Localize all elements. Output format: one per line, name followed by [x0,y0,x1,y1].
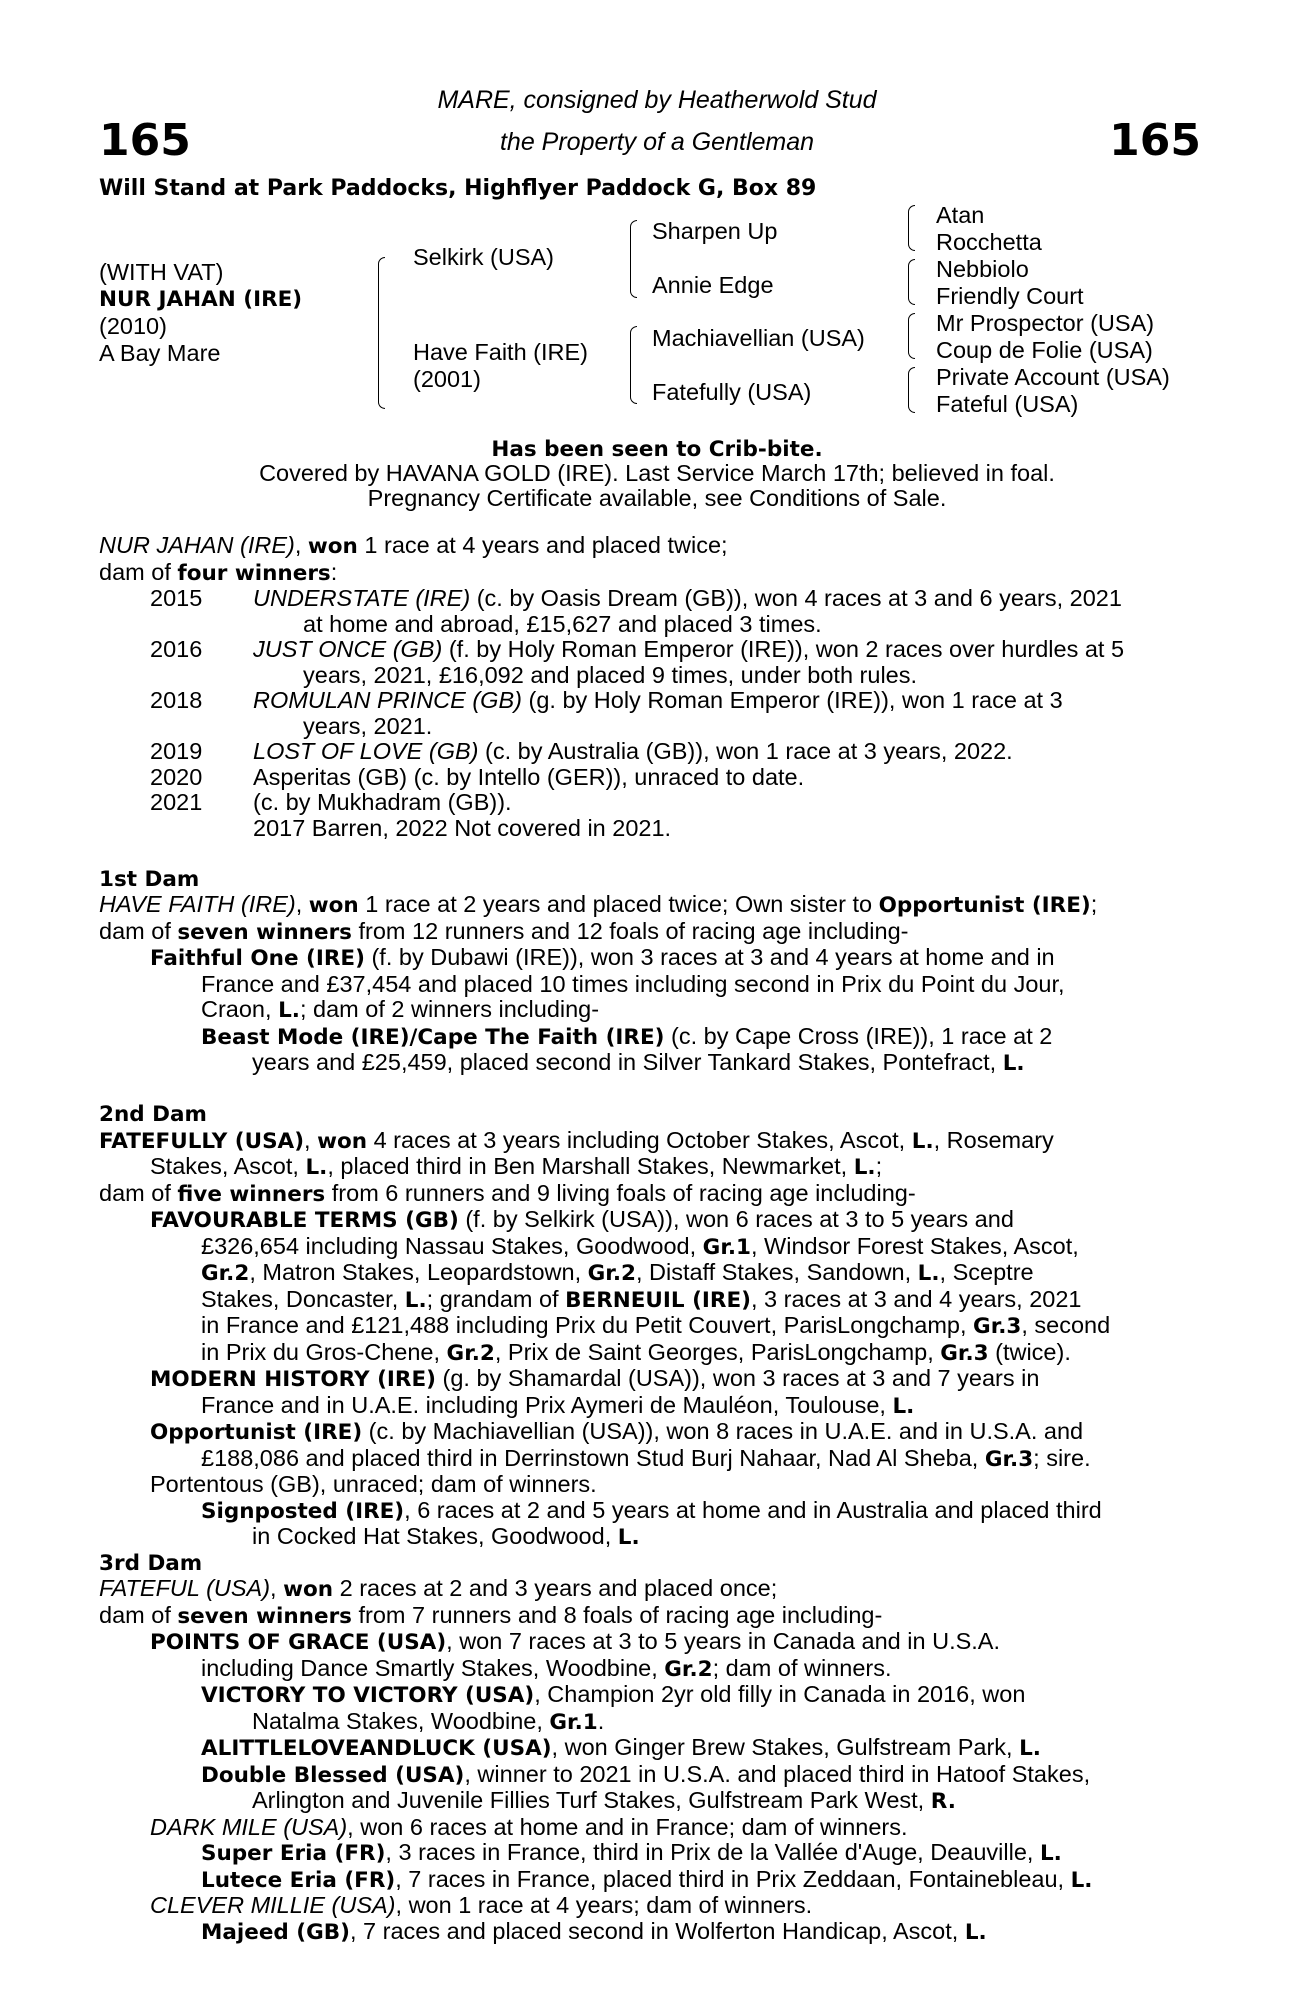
third-dam-heading: 3rd Dam [99,1550,203,1576]
produce-row: 2016 JUST ONCE (GB) (f. by Holy Roman Emperor (IRE)), won 2 races over hurdles at 5 [150,636,1125,662]
horse-year: (2010) [99,313,167,339]
pedigree-dam: Have Faith (IRE) [413,339,588,365]
catalogue-body [99,533,1201,1945]
brace-gen3-3 [908,313,915,359]
barren-note: 2017 Barren, 2022 Not covered in 2021. [253,814,672,841]
produce-row: 2019 LOST OF LOVE (GB) (c. by Australia (GB)), won 1 race at 3 years, 2022. [150,738,1013,764]
brace-sire-parents [630,220,637,298]
pedigree-sire-dam: Annie Edge [652,272,774,298]
property-line: the Property of a Gentleman [499,128,815,156]
pedigree-sire-sire: Sharpen Up [652,218,778,244]
pedigree-dam-year: (2001) [413,366,481,392]
pedigree-sire: Selkirk (USA) [413,244,555,270]
stand-location: Will Stand at Park Paddocks, Highflyer Paddock G, Box 89 [99,176,817,201]
horse-name: NUR JAHAN (IRE) [99,287,303,312]
crib-bite-note: Has been seen to Crib-bite. [491,437,823,462]
pedigree-ddd: Fateful (USA) [936,391,1079,417]
produce-row: 2015 UNDERSTATE (IRE) (c. by Oasis Dream (GB)), won 4 races at 3 and 6 years, 2021 [150,585,1122,611]
winners-count: four winners [177,560,331,586]
pedigree-dam-sire: Machiavellian (USA) [652,325,865,351]
produce-row: 2018 ROMULAN PRINCE (GB) (g. by Holy Roman Emperor (IRE)), won 1 race at 3 [150,687,1063,713]
lot-number-right: 165 [1109,115,1201,166]
mare-section: NUR JAHAN (IRE), won 1 race at 4 years and placed twice; dam of four winners: 2015 UNDERSTATE (IRE) (c. by Oasis Dream (GB)), won 4 races at 3 and 6 years, 2021 at home and abroad, £15,627 and placed 3 times. 2016 JUST ONCE (GB) (f. by Holy Roman Emperor (IRE)), won 2 races over hurdles at 5 years, 2021, £16,092 and placed 9 times, under both rules. 2018 ROMULAN PRINCE (GB) (g. by Holy Roman Emperor (IRE)), won 1 race at 3 years, 2021. 2019 LOST OF LOVE (GB) (c. by Australia (GB)), won 1 race at 3 years, 2022. 2020 Asperitas (GB) (c. by Intello (GER)), unraced to date. 2021 (c. by Mukhadram (GB)). 2017 Barren, 2022 Not covered in 2021. [99,533,1201,841]
pedigree-dsd: Coup de Folie (USA) [936,337,1153,363]
third-dam-section: 3rd Dam FATEFUL (USA), won 2 races at 2 and 3 years and placed once; dam of seven winners from 7 runners and 8 foals of racing age including- POINTS OF GRACE (USA), won 7 races at 3 to 5 years in Canada and in U.S.A. including Dance Smartly Stakes, Woodbine, Gr.2; dam of winners. VICTORY TO VICTORY (USA), Champion 2yr old filly in Canada in 2016, won Natalma Stakes, Woodbine, Gr.1. ALITTLELOVEANDLUCK (USA), won Ginger Brew Stakes, Gulfstream Park, L. Double Blessed (USA), winner to 2021 in U.S.A. and placed third in Hatoof Stakes, Arlington and Juvenile Fillies Turf Stakes, Gulfstream Park West, R. DARK MILE (USA), won 6 races at home and in France; dam of winners. Super Eria (FR), 3 races in France, third in Prix de la Vallée d'Auge, Deauville, L. Lutece Eria (FR), 7 races in France, placed third in Prix Zeddaan, Fontainebleau, L. CLEVER MILLIE (USA), won 1 race at 4 years; dam of winners. Majeed (GB), 7 races and placed second in Wolferton Handicap, Ascot, L. [99,1551,1201,1946]
pregnancy-note: Pregnancy Certificate available, see Conditions of Sale. [367,485,947,511]
first-dam-section: 1st Dam HAVE FAITH (IRE), won 1 race at 2 years and placed twice; Own sister to Opportunist (IRE); dam of seven winners from 12 runners and 12 foals of racing age including- Faithful One (IRE) (f. by Dubawi (IRE)), won 3 races at 3 and 4 years at home and in France and £37,454 and placed 10 times including second in Prix du Point du Jour, Craon, L.; dam of 2 winners including- Beast Mode (IRE)/Cape The Faith (IRE) (c. by Cape Cross (IRE)), 1 race at 2 years and £25,459, placed second in Silver Tankard Stakes, Pontefract, L. [99,867,1201,1077]
pedigree-dss: Mr Prospector (USA) [936,310,1155,336]
produce-row: 2020 Asperitas (GB) (c. by Intello (GER)), unraced to date. [150,763,805,790]
second-dam-section: 2nd Dam FATEFULLY (USA), won 4 races at 3 years including October Stakes, Ascot, L., Rosemary Stakes, Ascot, L., placed third in Ben Marshall Stakes, Newmarket, L.; dam of five winners from 6 runners and 9 living foals of racing age including- FAVOURABLE TERMS (GB) (f. by Selkirk (USA)), won 6 races at 3 to 5 years and £326,654 including Nassau Stakes, Goodwood, Gr.1, Windsor Forest Stakes, Ascot, Gr.2, Matron Stakes, Leopardstown, Gr.2, Distaff Stakes, Sandown, L., Sceptre Stakes, Doncaster, L.; grandam of BERNEUIL (IRE), 3 races at 3 and 4 years, 2021 in France and £121,488 including Prix du Petit Couvert, ParisLongchamp, Gr.3, second in Prix du Gros-Chene, Gr.2, Prix de Saint Georges, ParisLongchamp, Gr.3 (twice). MODERN HISTORY (IRE) (g. by Shamardal (USA)), won 3 races at 3 and 7 years in France and in U.A.E. including Prix Aymeri de Mauléon, Toulouse, L. Opportunist (IRE) (c. by Machiavellian (USA)), won 8 races in U.A.E. and in U.S.A. and £188,086 and placed third in Derrinstown Stud Burj Nahaar, Nad Al Sheba, Gr.3; sire. Portentous (GB), unraced; dam of winners. Signposted (IRE), 6 races at 2 and 5 years at home and in Australia and placed third in Cocked Hat Stakes, Goodwood, L. [99,1102,1201,1551]
brace-sire-dam [378,257,385,409]
pedigree-dam-dam: Fatefully (USA) [652,379,812,405]
pedigree-sds: Nebbiolo [936,256,1029,282]
pedigree-sdd: Friendly Court [936,283,1084,309]
horse-description: A Bay Mare [99,340,221,366]
covered-note: Covered by HAVANA GOLD (IRE). Last Service March 17th; believed in foal. [259,460,1055,486]
lot-number-left: 165 [99,115,191,166]
pedigree-dds: Private Account (USA) [936,364,1170,390]
mare-name: NUR JAHAN (IRE) [99,532,295,558]
pedigree-ssd: Rocchetta [936,229,1042,255]
first-dam-heading: 1st Dam [99,866,200,892]
produce-row: 2021 (c. by Mukhadram (GB)). [150,789,512,815]
vat-label: (WITH VAT) [99,259,224,285]
brace-gen3-2 [908,259,915,305]
second-dam-heading: 2nd Dam [99,1102,207,1127]
consignor-line: MARE, consigned by Heatherwold Stud [437,86,877,114]
brace-gen3-4 [908,367,915,413]
brace-gen3-1 [908,205,915,251]
brace-dam-parents [630,326,637,404]
pedigree-sss: Atan [936,202,985,228]
